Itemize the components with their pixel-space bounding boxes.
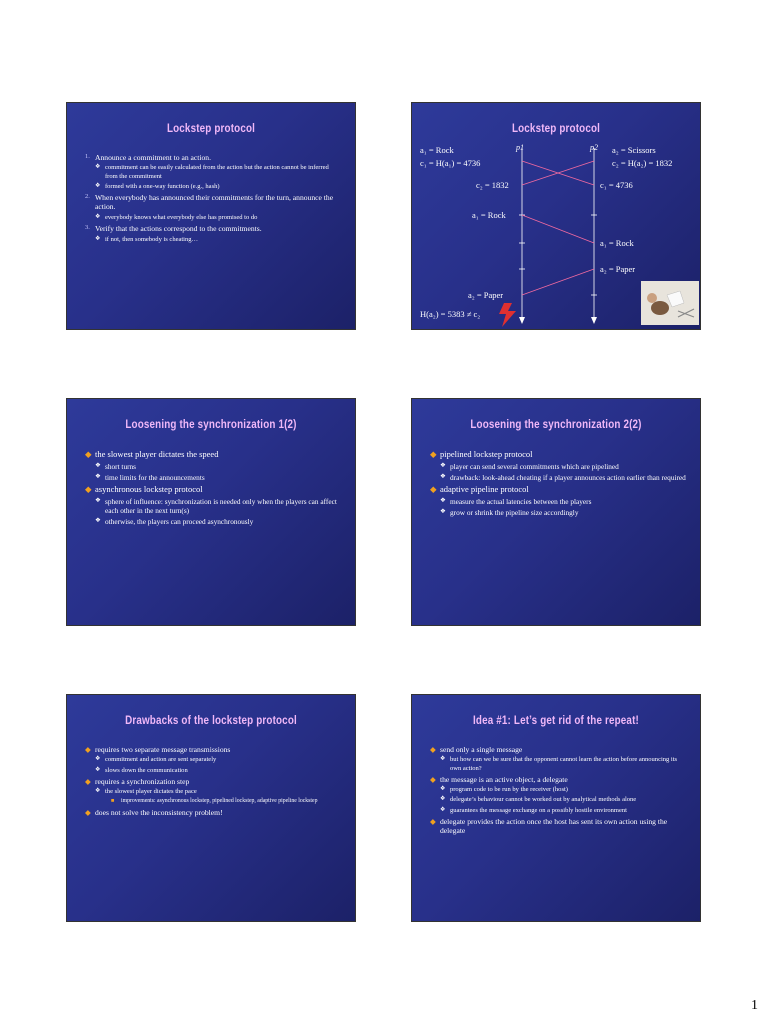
list-item: ◆ the message is an active object, a delegate (430, 774, 568, 784)
hash-check-label: H(a₂) = 5383 ≠ c₂ (420, 309, 481, 319)
list-item: ◆ send only a single message (430, 745, 523, 754)
list-item: ❖ grow or shrink the pipeline size accordingly (440, 507, 579, 517)
message-a1 (522, 215, 594, 243)
list-item: 2. When everybody has announced their commitments for the turn, announce the action. (85, 192, 334, 212)
changed-a2-label: a₂ = Paper (600, 264, 636, 274)
c1-label: c₁ = H(a₁) = 4736 (420, 158, 481, 168)
list-item: 3. Verify that the actions correspond to the commitments. (85, 224, 262, 234)
list-item: ❖ the slowest player dictates the pace (95, 788, 197, 796)
list-item: ❖ but how can we be sure that the opponent cannot learn the action before announcing its own action? (440, 756, 678, 772)
list-item: ❖ if not, then somebody is cheating… (95, 235, 199, 243)
a2-label: a₂ = Scissors (612, 145, 656, 155)
slide-title: Loosening the synchronization 2(2) (470, 417, 642, 431)
slide-title: Loosening the synchronization 1(2) (125, 417, 297, 431)
list-item: ❖ formed with a one-way function (e.g., hash) (95, 182, 220, 190)
message-a2 (522, 269, 594, 295)
list-item: ❖ time limits for the announcements (95, 472, 205, 482)
list-item: ❖ program code to be run by the receiver (host) (440, 786, 568, 794)
slide-body (85, 153, 343, 246)
slide-body (85, 449, 343, 528)
recv-a2-label: a₂ = Paper (468, 290, 504, 300)
slide-3 (66, 398, 356, 626)
slide-title: Idea #1: Let’s get rid of the repeat! (473, 713, 639, 727)
list-item: ❖ commitment can be easily calculated from the action but the action cannot be inferred from the commitment (95, 164, 329, 180)
lockstep-sequence-diagram (412, 103, 701, 330)
list-item: ◆ delegate provides the action once the host has sent its own action using the delegate (430, 816, 668, 836)
list-item: ❖ measure the actual latencies between the players (440, 496, 592, 506)
list-item: ◆ the slowest player dictates the speed (85, 449, 219, 459)
slide-2 (411, 102, 701, 330)
slide-4 (411, 398, 701, 626)
timeline-ticks (519, 215, 597, 295)
list-item: ❖ short turns (95, 461, 137, 471)
list-item: ❖ guarantees the message exchange on a possibly hostile environment (440, 806, 627, 814)
recv-a1-label: a₁ = Rock (600, 238, 634, 248)
list-item: ◆ requires a synchronization step (85, 776, 190, 786)
lightning-icon (499, 303, 516, 327)
slide-5 (66, 694, 356, 922)
rock-paper-scissors-image (641, 281, 699, 325)
list-item: ◆ adaptive pipeline protocol (430, 483, 529, 494)
list-item: ◆ does not solve the inconsistency problem! (85, 807, 223, 817)
recv-c2-label: c₂ = 1832 (476, 180, 509, 190)
slide-body (430, 449, 688, 519)
send-a1-label: a₁ = Rock (472, 210, 506, 220)
list-item: ❖ commitment and action are sent separately (95, 756, 217, 764)
list-item: ❖ delegate’s behaviour cannot be worked out by analytical methods alone (440, 796, 637, 804)
recv-c1-label: c₁ = 4736 (600, 180, 633, 190)
p2-label: p2 (590, 143, 598, 152)
list-item: ❖ everybody knows what everybody else has promised to do (95, 213, 258, 221)
list-item: ◆ requires two separate message transmissions (85, 745, 231, 754)
slide-title: Lockstep protocol (166, 121, 256, 135)
list-item: ❖ player can send several commitments which are pipelined (440, 461, 619, 471)
slide-body (430, 745, 688, 838)
list-item: ◆ asynchronous lockstep protocol (85, 483, 203, 494)
list-item: ❖ drawback: look-ahead cheating if a player announces action earlier than required (440, 472, 686, 482)
list-item: ❖ sphere of influence: synchronization is needed only when the players can affect each other in the next turn(s) (95, 496, 337, 515)
list-item: ◆ pipelined lockstep protocol (430, 449, 533, 459)
page-number: 1 (751, 998, 758, 1013)
a1-label: a₁ = Rock (420, 145, 454, 155)
p1-arrowhead (519, 317, 525, 324)
p1-label: p1 (516, 143, 524, 152)
list-item: ■ improvements: asynchronous lockstep, pipelined lockstep, adaptive pipeline lockstep (111, 798, 318, 805)
slide-title: Drawbacks of the lockstep protocol (125, 713, 297, 727)
slide-title: Lockstep protocol (511, 121, 601, 135)
list-item: ❖ otherwise, the players can proceed asynchronously (95, 516, 254, 526)
slide-1 (66, 102, 356, 330)
slide-body (85, 745, 343, 819)
list-item: 1. Announce a commitment to an action. (85, 153, 211, 162)
slide-6 (411, 694, 701, 922)
p2-arrowhead (591, 317, 597, 324)
c2-label: c₂ = H(a₂) = 1832 (612, 158, 673, 168)
list-item: ❖ slows down the communication (95, 766, 188, 774)
